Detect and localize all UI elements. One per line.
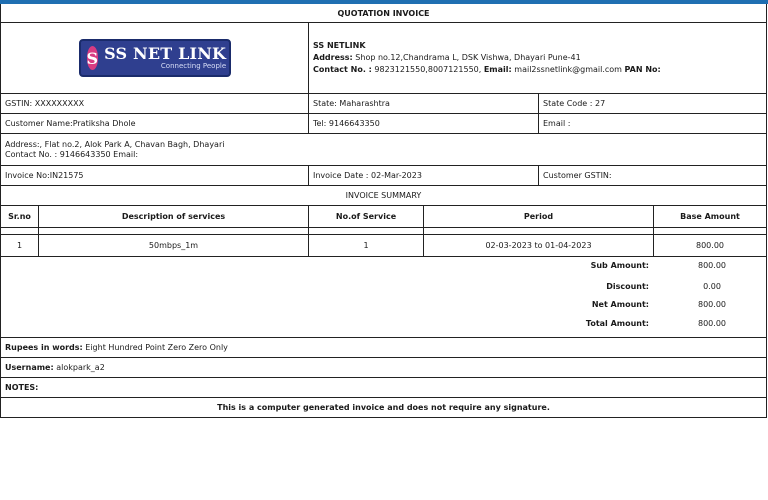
- discount-value: 0.00: [703, 282, 721, 291]
- row-count: 1: [309, 235, 424, 256]
- username-row: [1, 358, 766, 378]
- sub-amount-label: Sub Amount:: [590, 261, 649, 270]
- gst-row: [1, 94, 766, 114]
- sub-amount-value: 800.00: [698, 261, 726, 270]
- footer-row: [1, 398, 766, 418]
- address-row: [1, 134, 766, 166]
- table-row: [1, 235, 766, 257]
- notes-label: NOTES:: [5, 383, 39, 392]
- logo-tagline: Connecting People: [160, 61, 227, 70]
- table-spacer-row: [1, 228, 766, 235]
- summary-title-row: [1, 186, 766, 206]
- invoice-title-row: [1, 4, 766, 23]
- customer-gstin: Customer GSTIN:: [543, 171, 612, 180]
- customer-email: Email :: [543, 119, 571, 128]
- amount-in-words: Rupees in words: Eight Hundred Point Zero Zero Only: [5, 343, 228, 352]
- summary-title: INVOICE SUMMARY: [345, 191, 422, 200]
- header-row: [1, 23, 766, 94]
- company-contact: Contact No. : 9823121550,8007121550, Email: mail2ssnetlink@gmail.com PAN No:: [313, 65, 661, 74]
- customer-tel: Tel: 9146643350: [309, 114, 539, 133]
- row-period: 02-03-2023 to 01-04-2023: [424, 235, 654, 256]
- net-amount-value: 800.00: [698, 300, 726, 309]
- username: Username: alokpark_a2: [5, 363, 105, 372]
- invoice-title: QUOTATION INVOICE: [337, 8, 430, 18]
- total-amount-label: Total Amount:: [585, 319, 649, 328]
- company-logo: [79, 39, 231, 77]
- gstin: GSTIN: XXXXXXXXX: [1, 94, 309, 113]
- total-amount-value: 800.00: [698, 319, 726, 328]
- discount-label: Discount:: [606, 282, 649, 291]
- state: State: Maharashtra: [309, 94, 539, 113]
- column-header-count: No.of Service: [309, 206, 424, 227]
- customer-name: Customer Name:Pratiksha Dhole: [1, 114, 309, 133]
- totals-block: [1, 257, 766, 338]
- table-header-row: [1, 206, 766, 228]
- footer-note: This is a computer generated invoice and does not require any signature.: [217, 403, 550, 412]
- company-details: [309, 23, 766, 93]
- amount-in-words-row: [1, 338, 766, 358]
- customer-address: [1, 134, 766, 165]
- invoice-number: Invoice No:IN21575: [1, 166, 309, 185]
- row-description: 50mbps_1m: [39, 235, 309, 256]
- invoice-date: Invoice Date : 02-Mar-2023: [309, 166, 539, 185]
- state-code: State Code : 27: [543, 99, 606, 108]
- logo-name: SS NET LINK: [104, 44, 227, 64]
- company-address: Address: Shop no.12,Chandrama L, DSK Vishwa, Dhayari Pune-41: [313, 53, 581, 62]
- notes-row: [1, 378, 766, 398]
- column-header-period: Period: [424, 206, 654, 227]
- logo-cell: [1, 23, 309, 93]
- row-amount: 800.00: [696, 241, 724, 250]
- address-line: Address:, Flat no.2, Alok Park A, Chavan Bagh, Dhayari: [5, 139, 225, 149]
- net-amount-label: Net Amount:: [591, 300, 649, 309]
- column-header-srno: Sr.no: [1, 206, 39, 227]
- contact-line: Contact No. : 9146643350 Email:: [5, 149, 139, 159]
- customer-row: [1, 114, 766, 134]
- company-name: SS NETLINK: [313, 41, 366, 50]
- invoice-meta-row: [1, 166, 766, 186]
- row-srno: 1: [1, 235, 39, 256]
- invoice-sheet: [0, 4, 767, 418]
- column-header-amount: Base Amount: [680, 212, 740, 221]
- column-header-description: Description of services: [39, 206, 309, 227]
- logo-mark: S: [87, 46, 99, 70]
